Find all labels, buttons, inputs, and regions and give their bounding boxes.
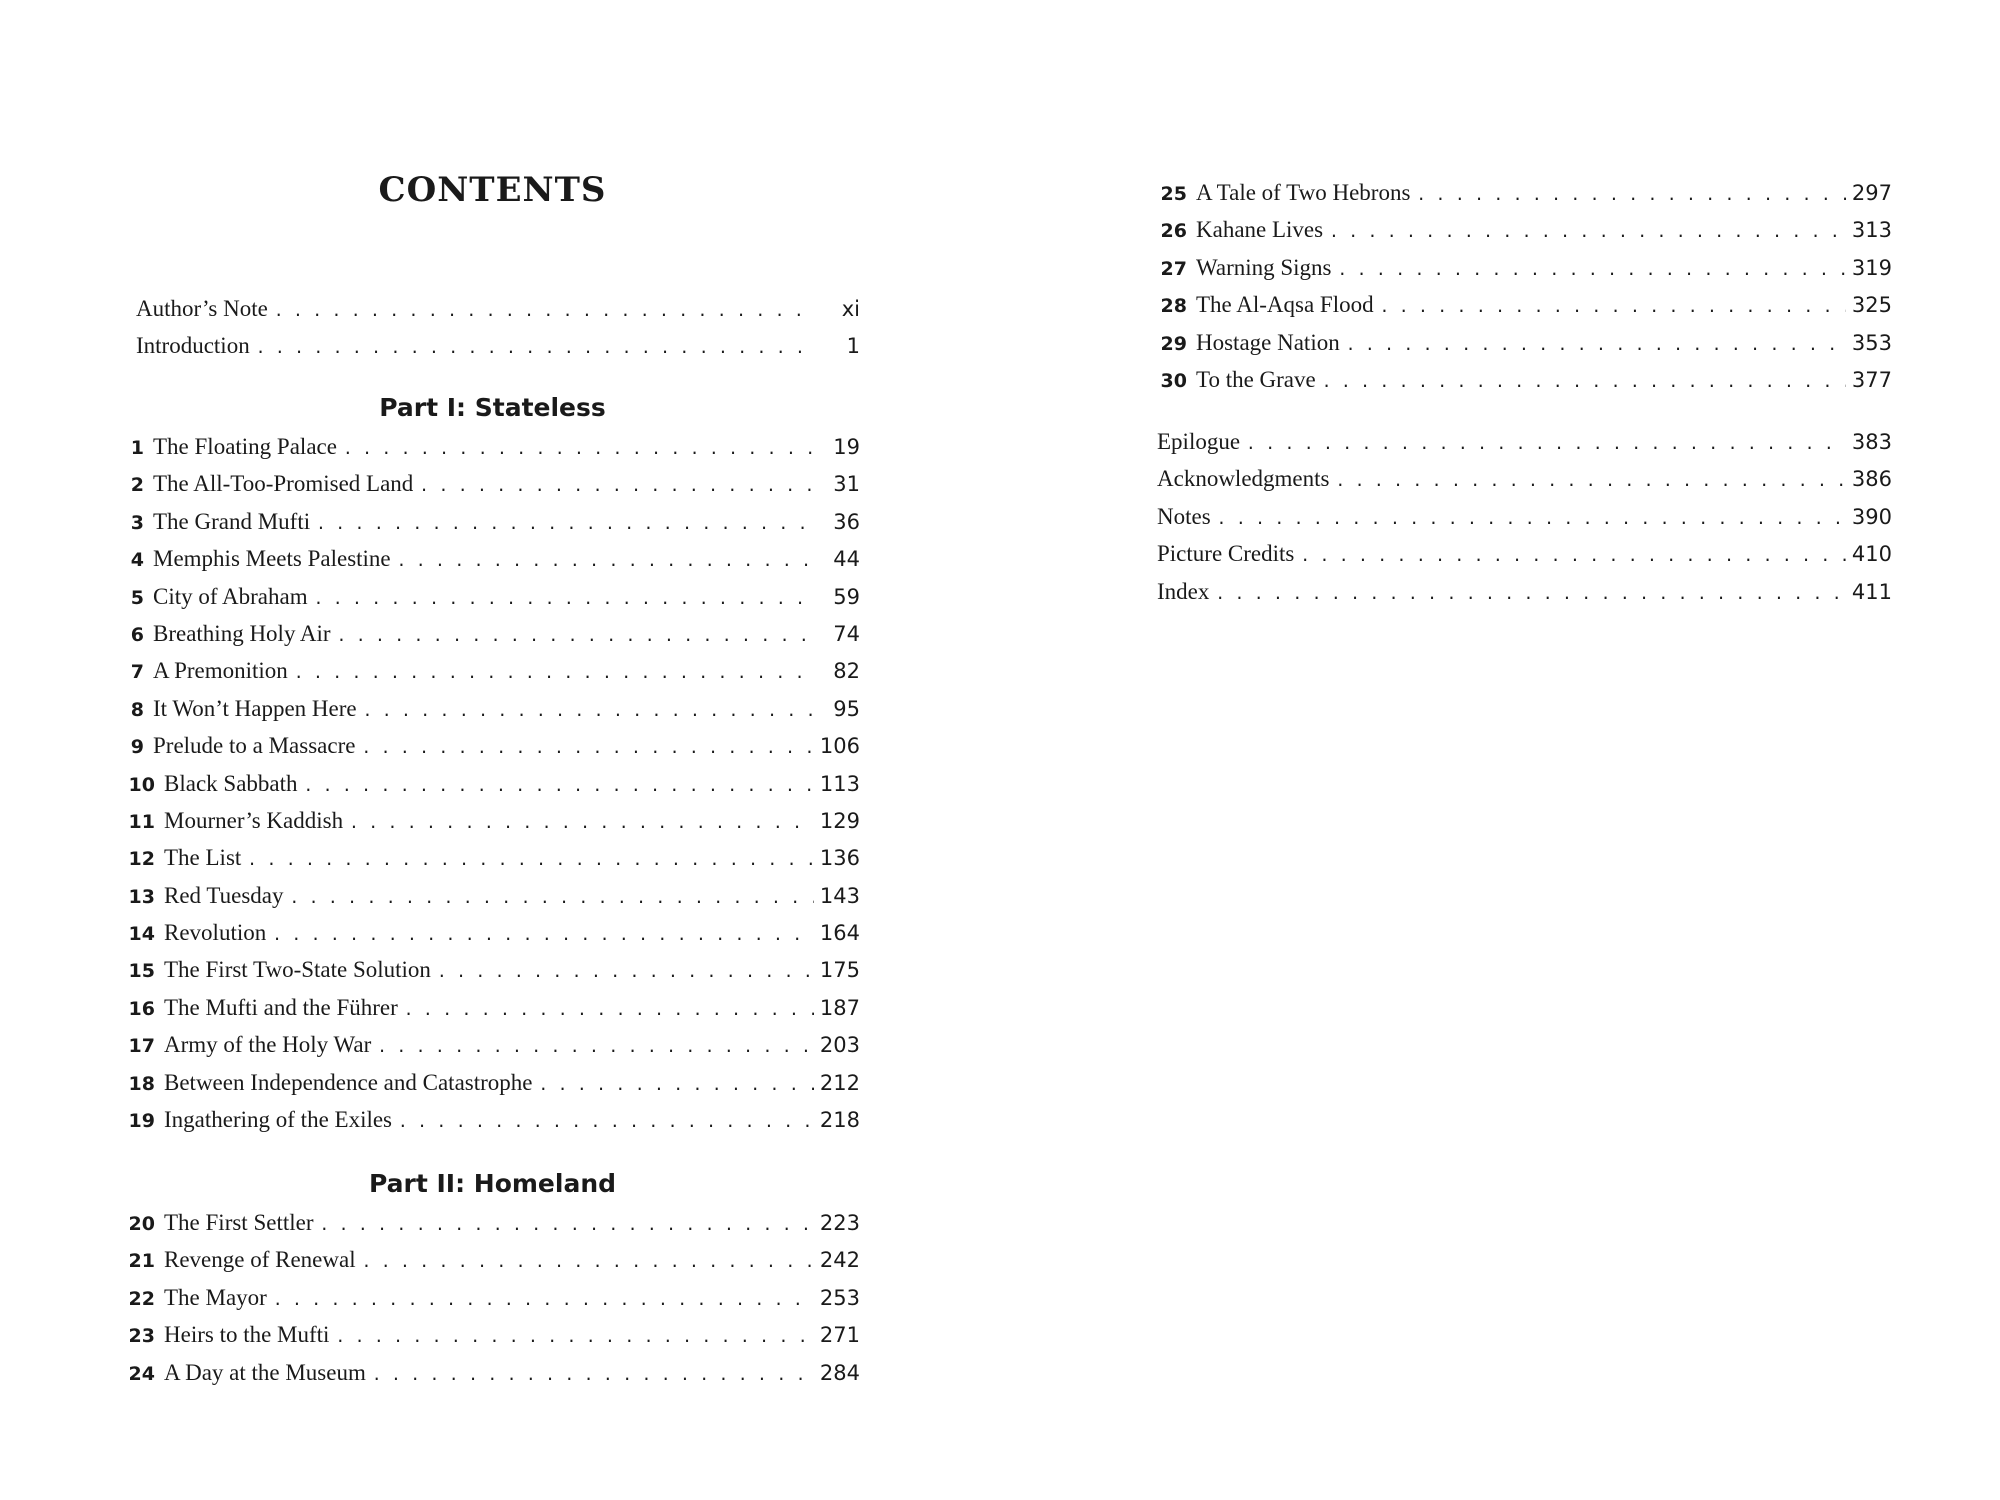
chapter-number: 14 [128,923,155,946]
chapter-title: Kahane Lives [1196,217,1324,243]
dot-leader [362,1243,814,1280]
dot-leader [256,329,814,366]
chapter-page-number: 74 [833,621,860,646]
chapter-number: 2 [130,474,144,497]
chapter-page-number: 284 [819,1360,860,1385]
entry-page-number: 383 [1851,430,1892,454]
dot-leader [319,1206,813,1243]
chapter-page-number: 82 [833,659,860,684]
dot-leader [335,1318,813,1355]
chapter-number: 12 [128,848,155,871]
dot-leader [1329,213,1846,250]
toc-entry-chapter[interactable] [125,1354,860,1391]
chapter-title: Memphis Meets Palestine [153,546,391,572]
chapter-page-number: 106 [819,734,860,759]
chapter-number: 30 [1160,369,1187,392]
dot-leader [398,1103,814,1140]
entry-page-number: xi [841,297,860,321]
dot-leader [290,879,814,916]
chapter-number: 19 [128,1110,155,1133]
toc-entry-chapter[interactable] [1157,249,1892,286]
chapter-number: 3 [130,511,144,534]
toc-entry-chapter[interactable] [1157,324,1892,361]
part2-chapter-list-left [125,1204,860,1391]
chapter-number: 13 [128,885,155,908]
chapter-number: 4 [130,549,144,572]
chapter-page-number: 325 [1851,293,1892,318]
dot-leader [294,654,814,691]
chapter-title: City of Abraham [153,583,308,609]
chapter-page-number: 44 [833,547,860,572]
toc-entry-index[interactable] [1157,573,1892,610]
dot-leader [1300,537,1846,574]
chapter-page-number: 164 [819,921,860,946]
chapter-number: 21 [128,1250,155,1273]
dot-leader [419,467,814,504]
entry-label: Epilogue [1157,429,1241,454]
chapter-title: The First Two-State Solution [164,957,431,983]
chapter-number: 27 [1160,257,1187,280]
entry-label: Author’s Note [136,296,268,321]
chapter-number: 22 [128,1287,155,1310]
toc-entry-picture-credits[interactable] [1157,535,1892,572]
chapter-title: The Floating Palace [153,434,337,459]
chapter-title: Breathing Holy Air [153,620,331,646]
toc-entry-chapter[interactable] [1157,361,1892,398]
toc-entry-acknowledgments[interactable] [1157,460,1892,497]
dot-leader [404,991,814,1028]
toc-entry-chapter[interactable] [125,914,860,951]
chapter-title: Red Tuesday [164,882,284,908]
entry-label: Index [1157,578,1210,604]
toc-entry-chapter[interactable] [125,1204,860,1241]
chapter-title: The Mufti and the Führer [164,994,398,1020]
chapter-number: 6 [130,623,144,646]
toc-entry-chapter[interactable] [125,465,860,502]
toc-entry-chapter[interactable] [125,652,860,689]
toc-entry-authors-note[interactable] [136,290,860,327]
dot-leader [304,767,814,804]
toc-entry-chapter[interactable] [125,1279,860,1316]
part-heading-1: Part I: Stateless [379,393,606,422]
chapter-title: To the Grave [1196,366,1316,392]
dot-leader [372,1356,814,1393]
chapter-number: 28 [1160,295,1187,318]
chapter-page-number: 129 [819,808,860,833]
chapter-page-number: 218 [819,1108,860,1133]
toc-entry-chapter[interactable] [125,727,860,764]
chapter-page-number: 223 [819,1211,860,1235]
toc-entry-chapter[interactable] [125,503,860,540]
toc-entry-chapter[interactable] [125,802,860,839]
entry-page-number: 386 [1851,467,1892,492]
dot-leader [1416,176,1846,213]
entry-page-number: 410 [1851,542,1892,567]
chapter-page-number: 242 [819,1248,860,1273]
toc-entry-chapter[interactable] [1157,286,1892,323]
toc-entry-chapter[interactable] [125,690,860,727]
toc-entry-chapter[interactable] [125,951,860,988]
front-matter-list [136,290,860,365]
chapter-title: A Tale of Two Hebrons [1196,180,1411,205]
dot-leader [397,542,814,579]
toc-entry-notes[interactable] [1157,498,1892,535]
dot-leader [1246,425,1846,462]
dot-leader [273,1281,814,1318]
part-heading-2: Part II: Homeland [368,1169,617,1198]
dot-leader [377,1028,814,1065]
entry-page-number: 390 [1851,504,1892,529]
toc-entry-chapter[interactable] [1157,174,1892,211]
dot-leader [1346,326,1846,363]
chapter-title: The All-Too-Promised Land [153,471,414,497]
chapter-title: Army of the Holy War [164,1032,372,1058]
chapter-title: Revolution [164,920,267,946]
toc-entry-chapter[interactable] [125,839,860,876]
dot-leader [247,841,814,878]
chapter-number: 7 [130,661,144,684]
chapter-title: Black Sabbath [164,770,298,796]
chapter-number: 16 [128,997,155,1020]
dot-leader [343,430,814,467]
chapter-title: Prelude to a Massacre [153,733,356,759]
part1-chapter-list [125,428,860,1138]
chapter-number: 20 [128,1213,155,1235]
contents-title: CONTENTS [378,170,607,210]
toc-entry-chapter[interactable] [125,1064,860,1101]
chapter-page-number: 136 [819,846,860,871]
toc-entry-introduction[interactable] [136,327,860,364]
dot-leader [272,916,814,953]
toc-entry-chapter[interactable] [125,428,860,465]
chapter-number: 18 [128,1072,155,1095]
chapter-page-number: 377 [1851,367,1892,392]
chapter-number: 25 [1160,183,1187,205]
chapter-title: The Grand Mufti [153,508,311,534]
dot-leader [1380,288,1846,325]
toc-entry-chapter[interactable] [125,877,860,914]
chapter-number: 11 [128,810,155,833]
chapter-number: 29 [1160,332,1187,355]
dot-leader [1335,462,1845,499]
chapter-title: A Premonition [153,658,288,684]
chapter-page-number: 253 [819,1285,860,1310]
dot-leader [1217,500,1846,537]
dot-leader [349,804,814,841]
chapter-number: 15 [128,960,155,983]
chapter-title: Ingathering of the Exiles [164,1107,393,1133]
chapter-page-number: 203 [819,1033,860,1058]
chapter-page-number: 353 [1851,330,1892,355]
toc-entry-chapter[interactable] [125,1101,860,1138]
chapter-title: The Mayor [164,1284,267,1310]
chapter-page-number: 95 [833,696,860,721]
toc-entry-chapter[interactable] [125,615,860,652]
chapter-title: The First Settler [164,1210,314,1235]
chapter-number: 17 [128,1035,155,1058]
entry-page-number: 411 [1851,579,1892,604]
chapter-page-number: 313 [1851,218,1892,243]
chapter-page-number: 113 [819,771,860,796]
chapter-title: A Day at the Museum [164,1359,366,1385]
chapter-title: Mourner’s Kaddish [164,807,344,833]
toc-entry-chapter[interactable] [125,1026,860,1063]
chapter-title: The List [164,845,242,871]
chapter-page-number: 31 [833,472,860,497]
chapter-number: 10 [128,773,155,796]
chapter-page-number: 187 [819,995,860,1020]
toc-entry-chapter[interactable] [125,578,860,615]
toc-entry-chapter[interactable] [125,1316,860,1353]
chapter-page-number: 212 [819,1070,860,1095]
chapter-number: 24 [128,1362,155,1385]
dot-leader [314,580,814,617]
dot-leader [337,617,814,654]
dot-leader [437,953,814,990]
toc-entry-chapter[interactable] [125,765,860,802]
part2-chapter-list-right [1157,174,1892,398]
chapter-page-number: 297 [1851,181,1892,205]
toc-entry-chapter[interactable] [1157,211,1892,248]
toc-entry-chapter[interactable] [125,989,860,1026]
entry-page-number: 1 [846,334,860,359]
chapter-number: 23 [128,1325,155,1348]
chapter-page-number: 319 [1851,255,1892,280]
chapter-number: 26 [1160,220,1187,243]
dot-leader [316,505,814,542]
chapter-number: 9 [130,736,144,759]
chapter-title: Heirs to the Mufti [164,1322,330,1348]
back-matter-list [1157,423,1892,610]
entry-label: Picture Credits [1157,541,1295,567]
dot-leader [538,1066,813,1103]
toc-entry-chapter[interactable] [125,1241,860,1278]
chapter-page-number: 59 [833,584,860,609]
toc-entry-chapter[interactable] [125,540,860,577]
chapter-number: 8 [130,698,144,721]
chapter-number: 1 [130,437,144,459]
chapter-title: Revenge of Renewal [164,1247,356,1273]
dot-leader [1338,251,1846,288]
chapter-page-number: 271 [819,1323,860,1348]
dot-leader [1322,363,1846,400]
entry-label: Notes [1157,503,1211,529]
chapter-title: Between Independence and Catastrophe [164,1069,533,1095]
dot-leader [363,692,814,729]
chapter-title: It Won’t Happen Here [153,695,357,721]
dot-leader [274,292,814,329]
entry-label: Introduction [136,333,250,359]
chapter-page-number: 175 [819,958,860,983]
chapter-number: 5 [130,586,144,609]
entry-label: Acknowledgments [1157,466,1330,492]
chapter-page-number: 36 [833,509,860,534]
chapter-title: Warning Signs [1196,254,1332,280]
chapter-page-number: 19 [833,435,860,459]
toc-entry-epilogue[interactable] [1157,423,1892,460]
chapter-title: Hostage Nation [1196,329,1340,355]
chapter-page-number: 143 [819,883,860,908]
dot-leader [1215,575,1846,612]
dot-leader [361,729,813,766]
chapter-title: The Al-Aqsa Flood [1196,292,1374,318]
